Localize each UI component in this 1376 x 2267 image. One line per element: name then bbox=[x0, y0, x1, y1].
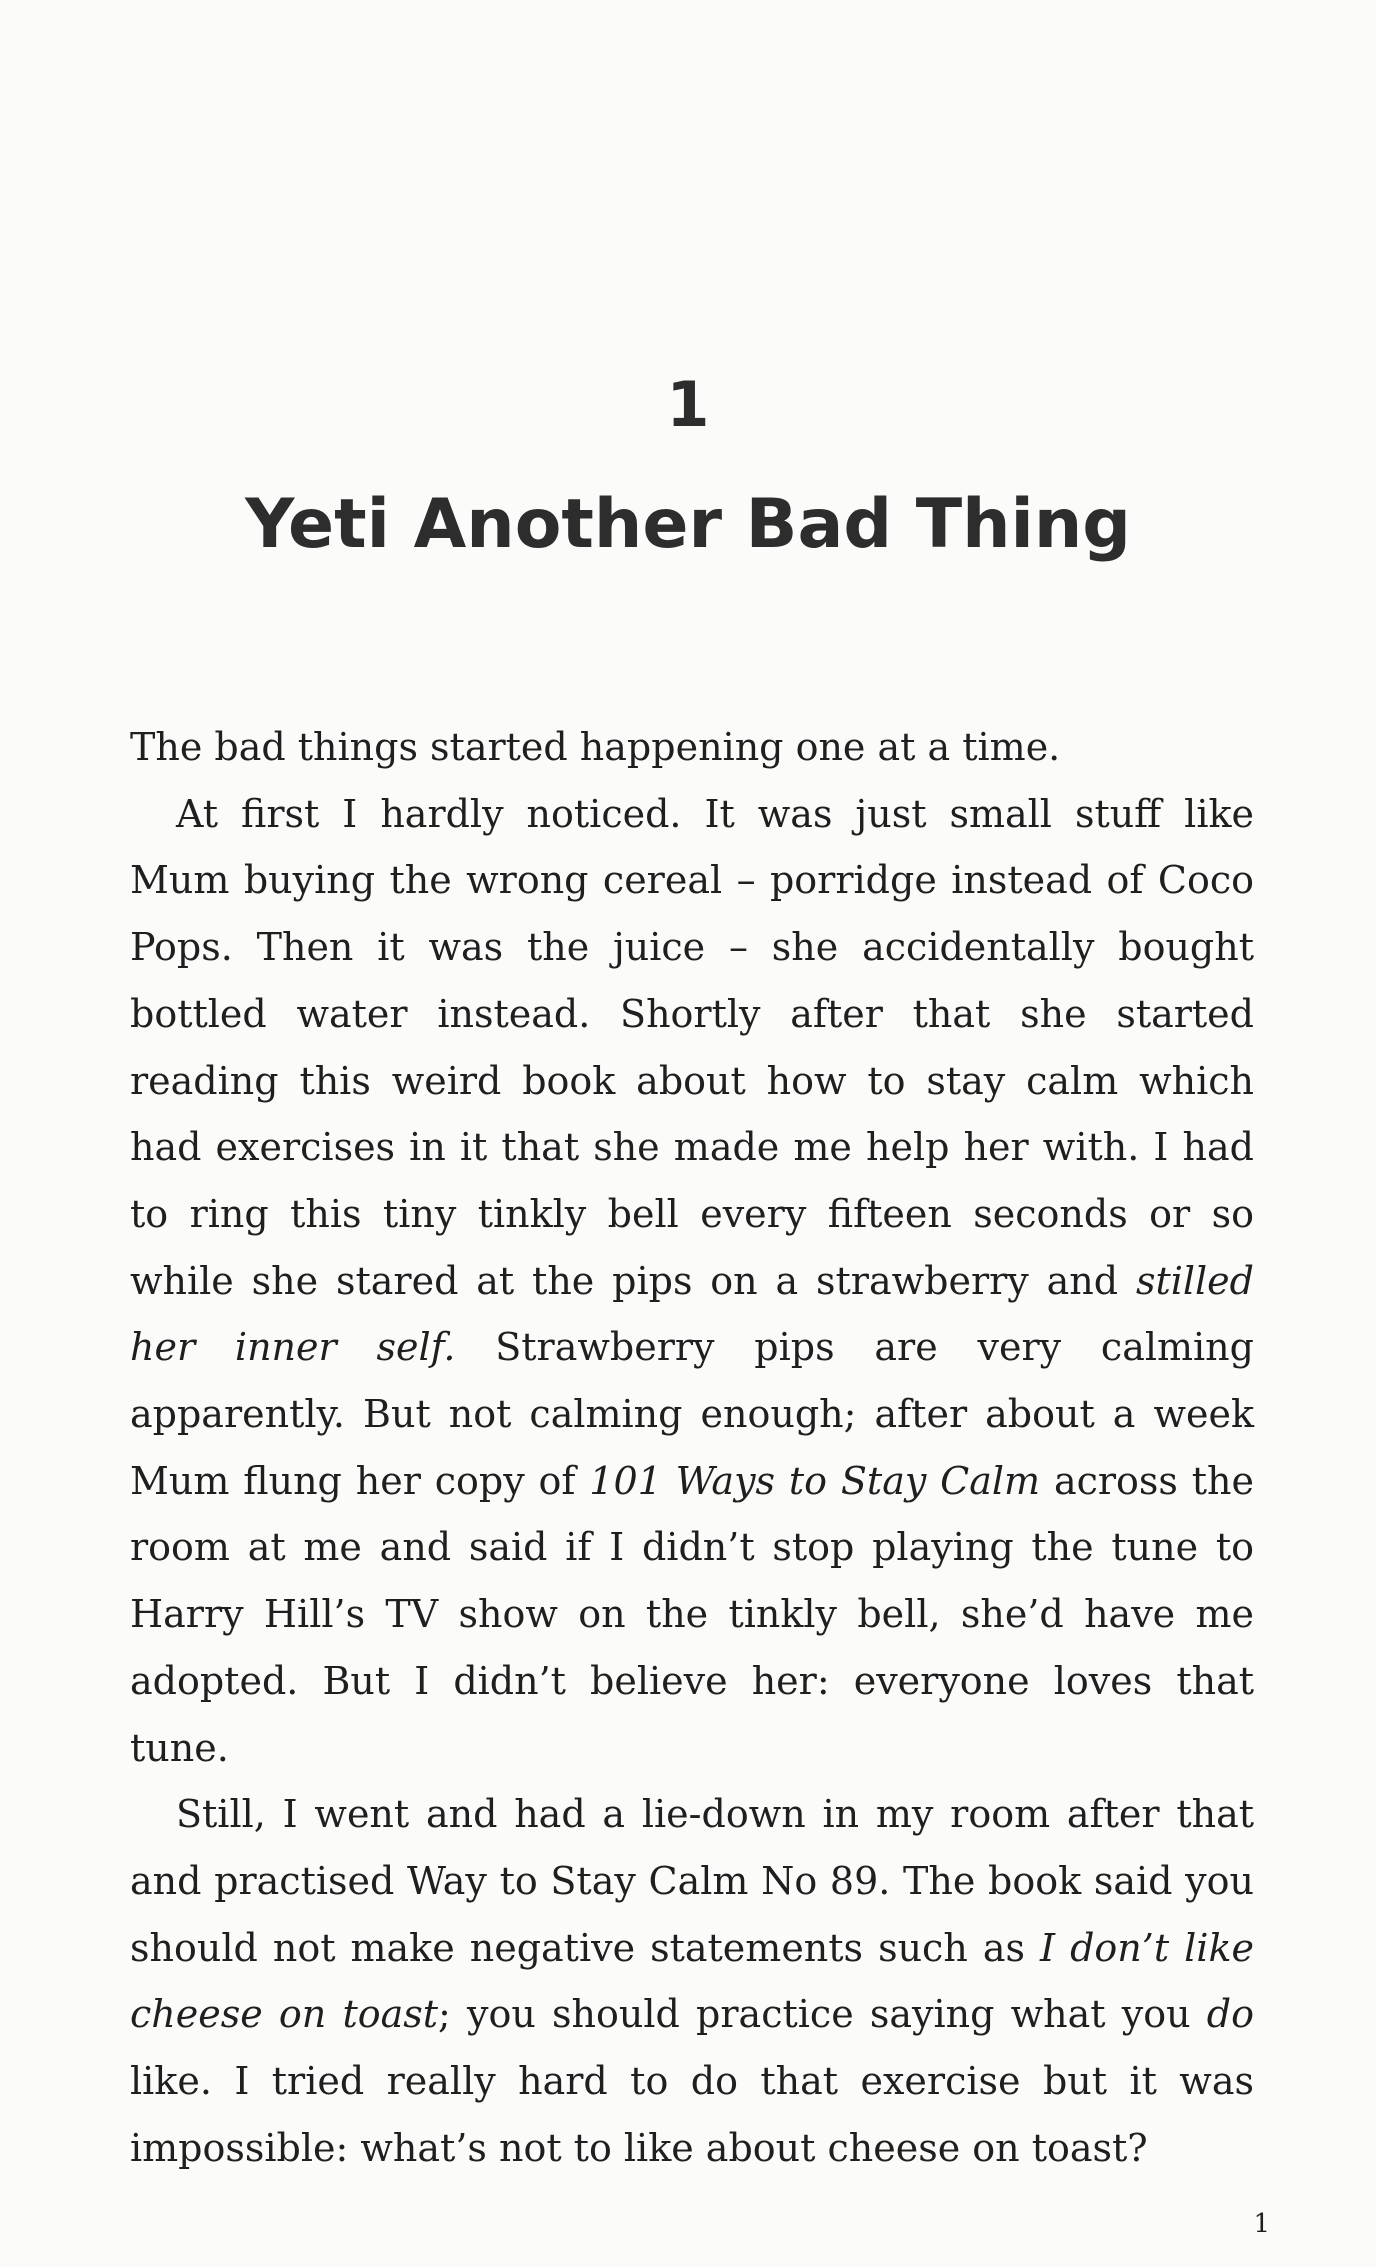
italic-text-segment: do bbox=[1206, 1992, 1254, 2037]
text-segment: Strawberry pips are very calming apparently. But not calming enough; after about a week Mum flung her copy of bbox=[130, 1325, 1254, 1503]
italic-text-segment: I don’t like cheese on toast bbox=[130, 1925, 1254, 2037]
book-title-italic: 101 Ways to Stay Calm bbox=[589, 1458, 1041, 1503]
paragraph bbox=[130, 781, 1254, 1782]
page-number: 1 bbox=[1253, 2209, 1270, 2239]
chapter-title: Yeti Another Bad Thing bbox=[245, 485, 1131, 564]
text-segment: The bad things started happening one at a time. bbox=[130, 725, 1061, 769]
text-segment: across the room at me and said if I didn’t stop playing the tune to Harry Hill’s TV show on the tinkly bell, she’d have me adopted. But I didn’t believe her: everyone loves that tune. bbox=[130, 1458, 1255, 1770]
text-segment: like. I tried really hard to do that exercise but it was impossible: what’s not to like about cheese on toast? bbox=[130, 2059, 1254, 2170]
chapter-number: 1 bbox=[666, 368, 710, 441]
text-segment: Still, I went and had a lie-down in my room after that and practised Way to Stay Calm No 89. The book said you should not make negative statements such as bbox=[130, 1792, 1254, 1970]
italic-text-segment: stilled her inner self. bbox=[130, 1258, 1254, 1370]
chapter-body bbox=[130, 714, 1254, 2181]
text-segment: ; you should practice saying what you bbox=[438, 1992, 1207, 2037]
paragraph bbox=[130, 714, 1254, 781]
text-segment: At first I hardly noticed. It was just small stuff like Mum buying the wrong cereal – porridge instead of Coco Pops. Then it was the juice – she accidentally bought bottled water instead. Shortly after that she started reading this weird book about how to stay calm which had exercises in it that she made me help her with. I had to ring this tiny tinkly bell every fifteen seconds or so while she stared at the pips on a strawberry and bbox=[130, 791, 1254, 1303]
paragraph bbox=[130, 1781, 1254, 2181]
